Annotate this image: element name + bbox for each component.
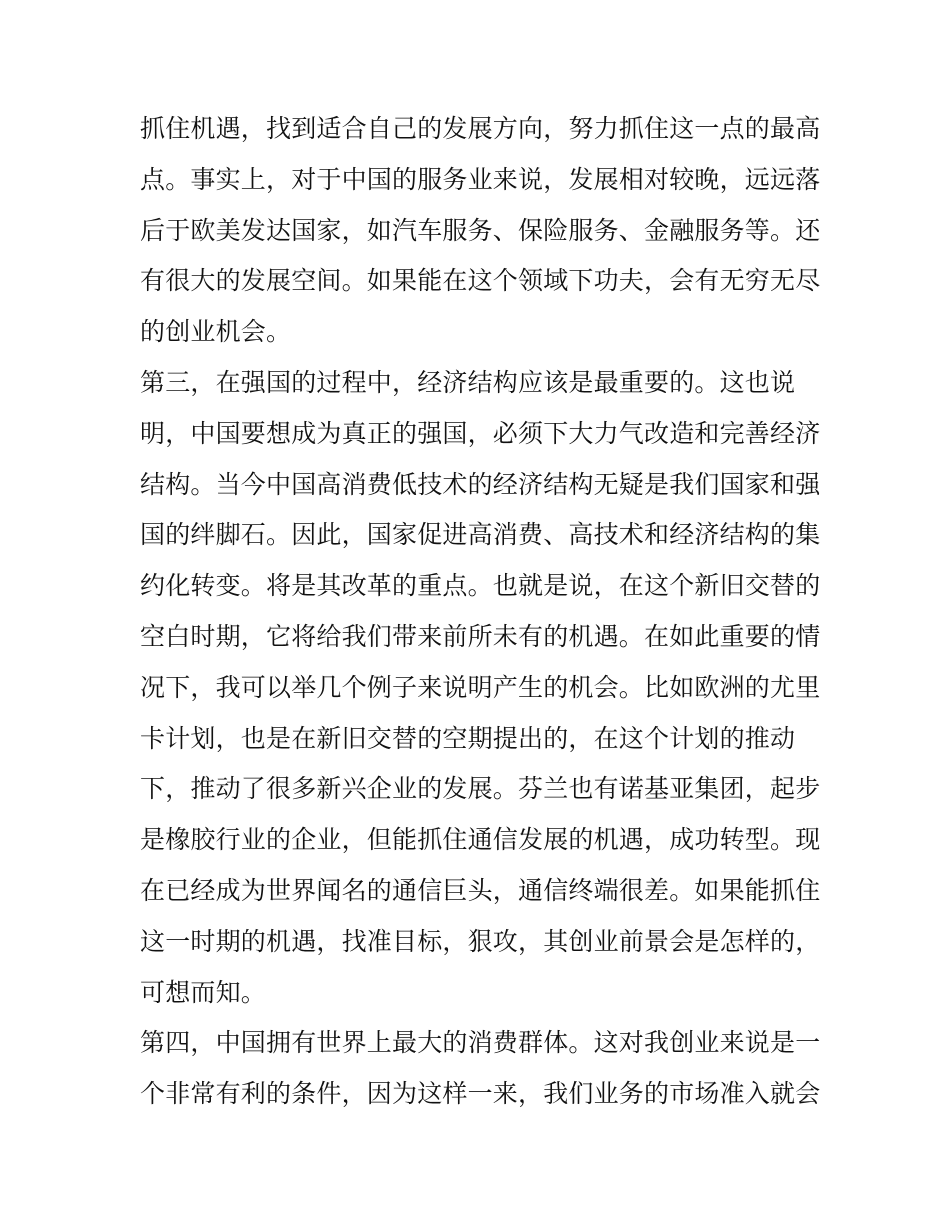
text-line: 有很大的发展空间。如果能在这个领域下功夫，会有无穷无尽	[140, 266, 821, 296]
text-line: 明，中国要想成为真正的强国，必须下大力气改造和完善经济	[140, 418, 821, 448]
text-line: 的创业机会。	[140, 317, 292, 347]
text-line: 况下，我可以举几个例子来说明产生的机会。比如欧洲的尤里	[140, 672, 821, 702]
text-line: 下，推动了很多新兴企业的发展。芬兰也有诺基亚集团，起步	[140, 774, 821, 804]
text-line: 个非常有利的条件，因为这样一来，我们业务的市场准入就会	[140, 1079, 821, 1109]
text-line: 点。事实上，对于中国的服务业来说，发展相对较晚，远远落	[140, 164, 821, 194]
text-line: 第四，中国拥有世界上最大的消费群体。这对我创业来说是一	[140, 1028, 821, 1058]
body-text	[140, 104, 830, 1120]
text-line: 是橡胶行业的企业，但能抓住通信发展的机遇，成功转型。现	[140, 825, 821, 855]
text-line: 结构。当今中国高消费低技术的经济结构无疑是我们国家和强	[140, 469, 821, 499]
text-line: 约化转变。将是其改革的重点。也就是说，在这个新旧交替的	[140, 571, 821, 601]
text-line: 抓住机遇，找到适合自己的发展方向，努力抓住这一点的最高	[140, 114, 821, 143]
text-line: 空白时期，它将给我们带来前所未有的机遇。在如此重要的情	[140, 621, 821, 651]
text-line: 第三，在强国的过程中，经济结构应该是最重要的。这也说	[140, 367, 796, 397]
text-line: 在已经成为世界闻名的通信巨头，通信终端很差。如果能抓住	[140, 875, 821, 905]
text-line: 国的绊脚石。因此，国家促进高消费、高技术和经济结构的集	[140, 520, 821, 550]
text-line: 卡计划，也是在新旧交替的空期提出的，在这个计划的推动	[140, 723, 796, 753]
text-line: 后于欧美发达国家，如汽车服务、保险服务、金融服务等。还	[140, 215, 821, 245]
text-line: 这一时期的机遇，找准目标，狠攻，其创业前景会是怎样的，	[140, 926, 821, 956]
text-line: 可想而知。	[140, 977, 267, 1007]
